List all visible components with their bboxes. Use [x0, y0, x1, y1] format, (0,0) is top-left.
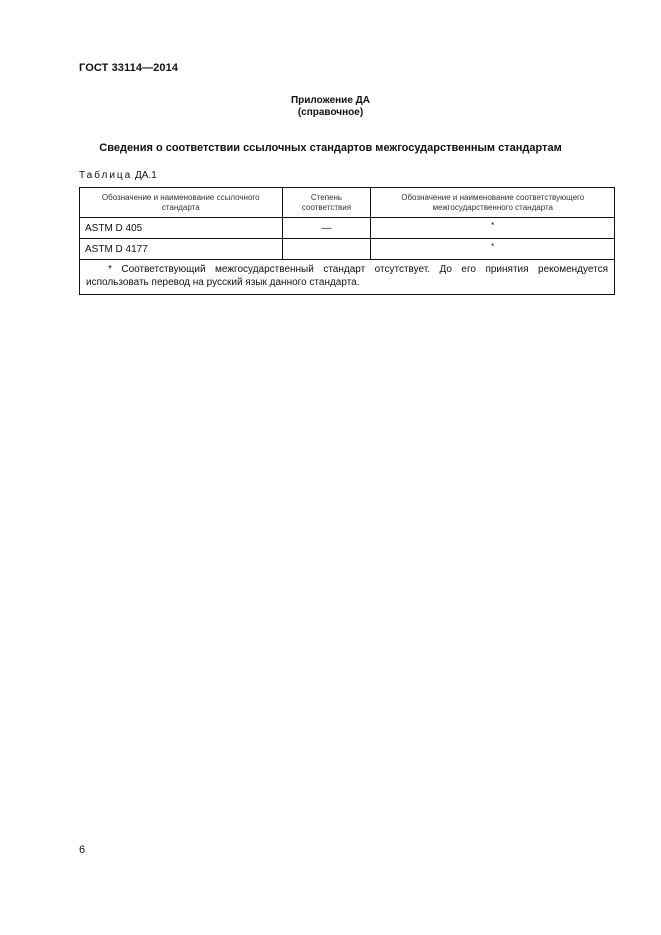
column-header-reference-standard — [80, 188, 283, 218]
column-header-text: Обозначение и наименование ссылочного стандарта — [101, 192, 260, 212]
table-footnote — [80, 260, 615, 295]
appendix-title: Приложение ДА — [290, 95, 371, 106]
cell-degree: — — [282, 218, 371, 239]
footnote-text: * Соответствующий межгосударственный стандарт отсутствует. До его принятия рекомендуется использовать перевод на русский язык данного стандарта. — [86, 264, 608, 288]
cell-degree — [282, 239, 371, 260]
cell-interstate: * — [371, 239, 615, 260]
table-footnote-row — [80, 260, 615, 295]
section-title: Сведения о соответствии ссылочных стандартов межгосударственным стандартам — [99, 142, 562, 154]
table-row — [80, 218, 615, 239]
table-row — [80, 239, 615, 260]
cell-standard: ASTM D 405 — [80, 218, 283, 239]
table-label-number: ДА.1 — [135, 170, 157, 181]
reference-standards-table — [79, 187, 615, 295]
table-header-row — [80, 188, 615, 218]
page-number: 6 — [79, 844, 86, 856]
table-label-word: Таблица — [79, 170, 133, 181]
column-header-text: Обозначение и наименование соответствующего межгосударственного стандарта — [401, 192, 585, 212]
cell-interstate: * — [371, 218, 615, 239]
cell-standard: ASTM D 4177 — [80, 239, 283, 260]
table-label — [79, 170, 157, 181]
column-header-text: Степень соответствия — [301, 192, 352, 212]
document-code: ГОСТ 33114—2014 — [79, 62, 179, 74]
appendix-heading — [0, 95, 661, 119]
column-header-degree — [282, 188, 371, 218]
column-header-interstate-standard — [371, 188, 615, 218]
appendix-subtitle: (справочное) — [297, 107, 364, 118]
